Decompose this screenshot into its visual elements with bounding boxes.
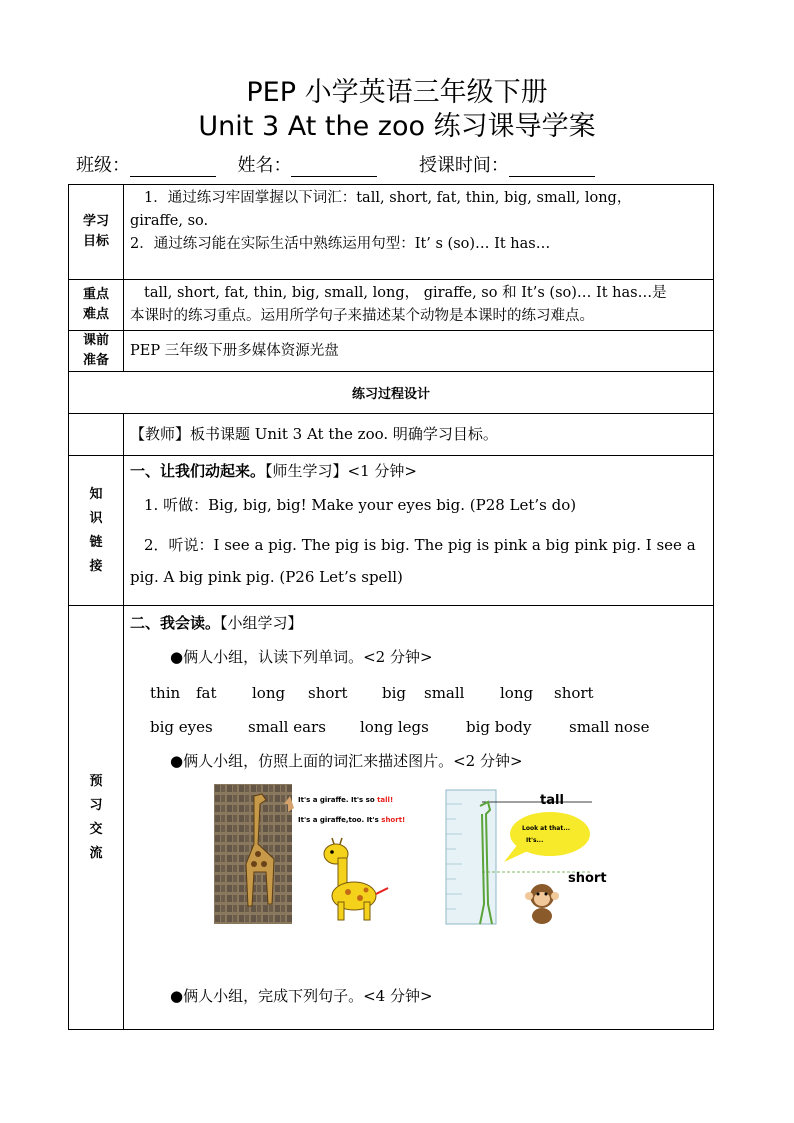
task1: ●俩人小组，认读下列单词。<2 分钟>	[170, 648, 433, 666]
growth-chart-picture	[442, 784, 642, 929]
label-tall: tall	[540, 793, 564, 808]
name-blank[interactable]	[291, 158, 377, 177]
section2-label: 预 习 交 流	[69, 606, 124, 1030]
word: big body	[466, 718, 532, 736]
goals-label: 学习 目标	[69, 185, 124, 280]
monkey-icon	[525, 884, 559, 924]
section2-heading: 二、我会读。	[130, 614, 221, 632]
pic1-caption-2: It's a giraffe,too. It's short!	[298, 816, 406, 824]
word-row-2	[130, 718, 707, 736]
word: thin	[150, 684, 181, 702]
word: small ears	[248, 718, 326, 736]
prep-text: PEP 三年级下册多媒体资源光盘	[124, 331, 714, 372]
teacher-row-empty	[69, 414, 124, 456]
section1-content	[124, 456, 714, 606]
goals-text: 1．通过练习牢固掌握以下词汇：tall, short, fat, thin, big, small, long， giraffe, so. 2．通过练习能在实际生活中熟练运用句型：It’ s (so)… It has…	[124, 185, 714, 280]
svg-text:Look at that...: Look at that...	[522, 825, 571, 832]
svg-text:It's...: It's...	[526, 837, 544, 844]
prep-label: 课前 准备	[69, 331, 124, 372]
giraffe-picture	[214, 784, 414, 929]
word: fat	[196, 684, 217, 702]
section2-content	[124, 606, 714, 1030]
class-blank[interactable]	[130, 158, 216, 177]
task2: ●俩人小组，仿照上面的词汇来描述图片。<2 分钟>	[170, 752, 523, 770]
picture-area	[130, 784, 707, 959]
word: small nose	[569, 718, 650, 736]
title-line-2: Unit 3 At the zoo 练习课导学案	[198, 111, 596, 142]
section2-row	[69, 606, 714, 1030]
lesson-table	[68, 184, 714, 1030]
teacher-text: 【教师】板书课题 Unit 3 At the zoo. 明确学习目标。	[124, 414, 714, 456]
label-short: short	[568, 871, 607, 886]
word: big	[382, 684, 407, 702]
time-label: 授课时间：	[418, 155, 509, 176]
goals-row	[69, 185, 714, 280]
section1-item1: 1. 听做：Big, big, big! Make your eyes big. (P28 Let’s do)	[144, 496, 577, 514]
cartoon-giraffe	[324, 838, 388, 920]
word: short	[554, 684, 594, 702]
word: big eyes	[150, 718, 213, 736]
task3: ●俩人小组，完成下列句子。<4 分钟>	[170, 987, 433, 1005]
word: short	[308, 684, 348, 702]
info-line	[76, 151, 595, 177]
title-line-1: PEP 小学英语三年级下册	[246, 77, 548, 108]
word: long	[252, 684, 286, 702]
keypoints-label: 重点 难点	[69, 280, 124, 331]
section1-item2b: pig. A big pink pig. (P26 Let’s spell)	[130, 568, 403, 586]
section1-label: 知 识 链 接	[69, 456, 124, 606]
section1-heading: 一、让我们动起来。	[130, 462, 266, 480]
section2-heading-rest: 【小组学习】	[220, 614, 303, 632]
prep-row	[69, 331, 714, 372]
design-header: 练习过程设计	[69, 372, 714, 414]
design-header-row	[69, 372, 714, 414]
section1-row	[69, 456, 714, 606]
name-label: 姓名：	[237, 155, 292, 176]
word-row-1	[130, 684, 707, 702]
word: small	[424, 684, 465, 702]
time-blank[interactable]	[509, 158, 595, 177]
word: long	[500, 684, 534, 702]
word: long legs	[360, 718, 429, 736]
keypoints-row	[69, 280, 714, 331]
section1-item2a: 2．听说：I see a pig. The pig is big. The pig is pink a big pink pig. I see a	[144, 536, 696, 554]
class-label: 班级：	[76, 155, 130, 176]
keypoints-text: tall, short, fat, thin, big, small, long， giraffe, so 和 It’s (so)… It has…是 本课时的练习重点。运用所学句子来描述某个动物是本课时的练习难点。	[124, 280, 714, 331]
section1-heading-rest: 【师生学习】<1 分钟>	[265, 462, 417, 480]
teacher-row	[69, 414, 714, 456]
pic1-caption-1: It's a giraffe. It's so tall!	[298, 796, 394, 804]
